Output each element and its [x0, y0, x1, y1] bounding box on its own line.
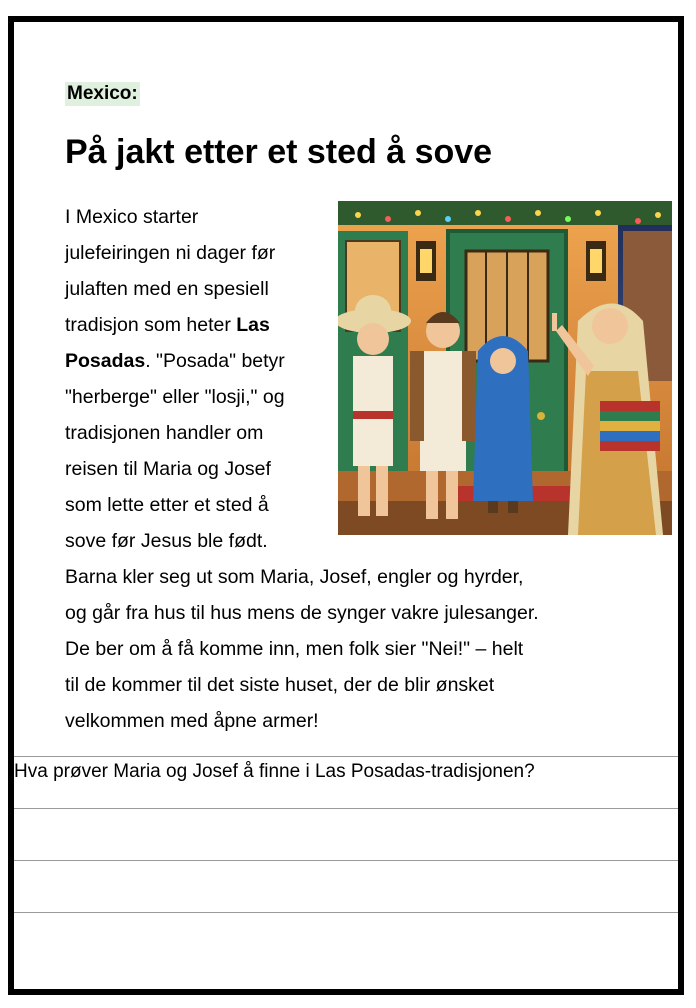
- body-line: De ber om å få komme inn, men folk sier "Nei!" – helt: [65, 638, 524, 660]
- answer-line[interactable]: [14, 912, 678, 913]
- body-line: sove før Jesus ble født.: [65, 530, 268, 552]
- body-line: [65, 343, 285, 379]
- body-line: reisen til Maria og Josef: [65, 458, 271, 480]
- body-text: tradisjon som heter: [65, 314, 237, 336]
- body-line: som lette etter et sted å: [65, 494, 269, 516]
- body-line: [65, 307, 270, 343]
- worksheet-page: [8, 16, 684, 995]
- answer-line[interactable]: [14, 808, 678, 809]
- country-label: Mexico:: [67, 83, 138, 104]
- las-posadas-illustration-icon: [338, 201, 672, 535]
- body-text: . "Posada" betyr: [145, 350, 285, 372]
- body-line: Barna kler seg ut som Maria, Josef, engler og hyrder,: [65, 566, 524, 588]
- body-line: I Mexico starter: [65, 206, 199, 228]
- las-posadas-bold: Las: [236, 314, 270, 336]
- body-line: "herberge" eller "losji," og: [65, 386, 285, 408]
- page-title: På jakt etter et sted å sove: [65, 133, 493, 171]
- answer-line[interactable]: [14, 860, 678, 861]
- body-line: til de kommer til det siste huset, der de blir ønsket: [65, 674, 495, 696]
- body-line: velkommen med åpne armer!: [65, 710, 319, 732]
- body-line: julefeiringen ni dager før: [65, 242, 276, 264]
- las-posadas-bold: Posadas: [65, 350, 146, 372]
- body-line: og går fra hus til hus mens de synger vakre julesanger.: [65, 602, 539, 624]
- body-line: julaften med en spesiell: [65, 278, 269, 300]
- body-line: tradisjonen handler om: [65, 422, 264, 444]
- question-text: Hva prøver Maria og Josef å finne i Las Posadas-tradisjonen?: [14, 761, 535, 782]
